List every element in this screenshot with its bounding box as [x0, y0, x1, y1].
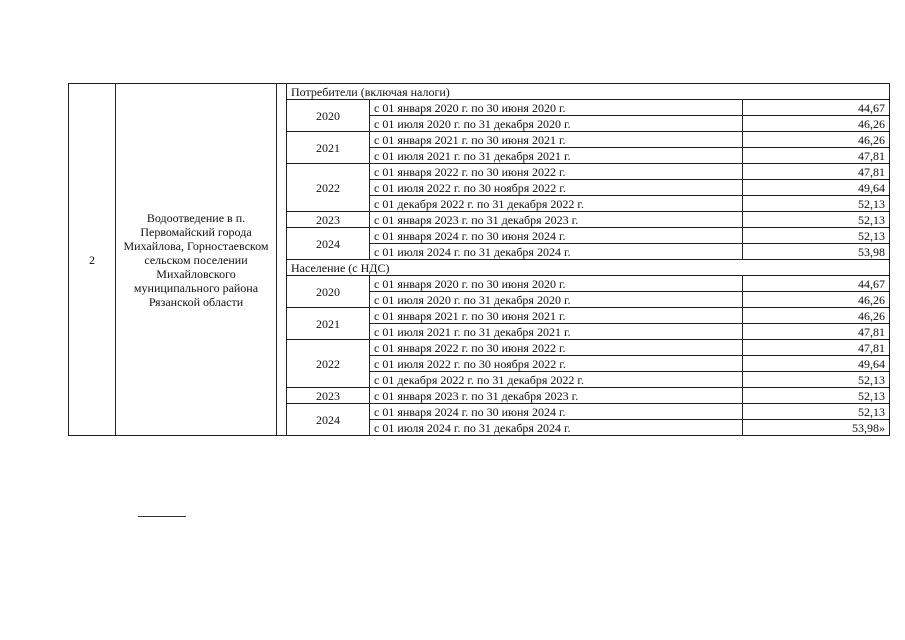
tariff-value-cell: 47,81 — [743, 324, 890, 340]
footnote-separator — [138, 516, 186, 517]
tariff-value-cell: 49,64 — [743, 356, 890, 372]
column-gap — [277, 84, 287, 436]
period-cell: с 01 января 2022 г. по 30 июня 2022 г. — [370, 164, 743, 180]
period-cell: с 01 июля 2024 г. по 31 декабря 2024 г. — [370, 244, 743, 260]
year-cell: 2023 — [287, 388, 370, 404]
tariff-value-cell: 46,26 — [743, 308, 890, 324]
period-cell: с 01 января 2021 г. по 30 июня 2021 г. — [370, 308, 743, 324]
period-cell: с 01 июля 2021 г. по 31 декабря 2021 г. — [370, 148, 743, 164]
tariff-value-cell: 44,67 — [743, 100, 890, 116]
tariff-value-cell: 53,98 — [743, 244, 890, 260]
tariff-value-cell: 49,64 — [743, 180, 890, 196]
period-cell: с 01 января 2020 г. по 30 июня 2020 г. — [370, 276, 743, 292]
period-cell: с 01 июля 2020 г. по 31 декабря 2020 г. — [370, 292, 743, 308]
period-cell: с 01 января 2024 г. по 30 июня 2024 г. — [370, 404, 743, 420]
tariff-value-cell: 46,26 — [743, 116, 890, 132]
year-cell: 2022 — [287, 340, 370, 388]
tariff-value-cell: 52,13 — [743, 372, 890, 388]
tariff-value-cell: 47,81 — [743, 340, 890, 356]
period-cell: с 01 января 2020 г. по 30 июня 2020 г. — [370, 100, 743, 116]
period-cell: с 01 января 2021 г. по 30 июня 2021 г. — [370, 132, 743, 148]
period-cell: с 01 декабря 2022 г. по 31 декабря 2022 г. — [370, 196, 743, 212]
period-cell: с 01 января 2023 г. по 31 декабря 2023 г. — [370, 388, 743, 404]
period-cell: с 01 января 2022 г. по 30 июня 2022 г. — [370, 340, 743, 356]
period-cell: с 01 июля 2022 г. по 30 ноября 2022 г. — [370, 356, 743, 372]
year-cell: 2022 — [287, 164, 370, 212]
year-cell: 2024 — [287, 404, 370, 436]
period-cell: с 01 июля 2020 г. по 31 декабря 2020 г. — [370, 116, 743, 132]
section-header-row — [69, 84, 890, 100]
tariff-value-cell: 47,81 — [743, 148, 890, 164]
tariff-value-cell: 44,67 — [743, 276, 890, 292]
tariff-value-cell: 46,26 — [743, 292, 890, 308]
tariff-value-cell: 52,13 — [743, 388, 890, 404]
tariff-table — [68, 83, 890, 436]
tariff-value-cell: 52,13 — [743, 228, 890, 244]
year-cell: 2020 — [287, 100, 370, 132]
period-cell: с 01 июля 2022 г. по 30 ноября 2022 г. — [370, 180, 743, 196]
tariff-value-cell: 47,81 — [743, 164, 890, 180]
year-cell: 2020 — [287, 276, 370, 308]
tariff-value-cell: 46,26 — [743, 132, 890, 148]
period-cell: с 01 декабря 2022 г. по 31 декабря 2022 г. — [370, 372, 743, 388]
tariff-table-body — [69, 84, 890, 436]
service-description: Водоотведение в п. Первомайский города Михайлова, Горностаевском сельском поселении Михайловского муниципального района Рязанской области — [116, 84, 277, 436]
section-title: Население (с НДС) — [287, 260, 890, 276]
row-number: 2 — [69, 84, 116, 436]
year-cell: 2021 — [287, 132, 370, 164]
year-cell: 2024 — [287, 228, 370, 260]
section-title: Потребители (включая налоги) — [287, 84, 890, 100]
year-cell: 2023 — [287, 212, 370, 228]
period-cell: с 01 января 2024 г. по 30 июня 2024 г. — [370, 228, 743, 244]
tariff-value-cell: 52,13 — [743, 404, 890, 420]
tariff-value-cell: 52,13 — [743, 212, 890, 228]
period-cell: с 01 июля 2021 г. по 31 декабря 2021 г. — [370, 324, 743, 340]
period-cell: с 01 января 2023 г. по 31 декабря 2023 г. — [370, 212, 743, 228]
period-cell: с 01 июля 2024 г. по 31 декабря 2024 г. — [370, 420, 743, 436]
year-cell: 2021 — [287, 308, 370, 340]
tariff-value-cell: 53,98» — [743, 420, 890, 436]
tariff-value-cell: 52,13 — [743, 196, 890, 212]
